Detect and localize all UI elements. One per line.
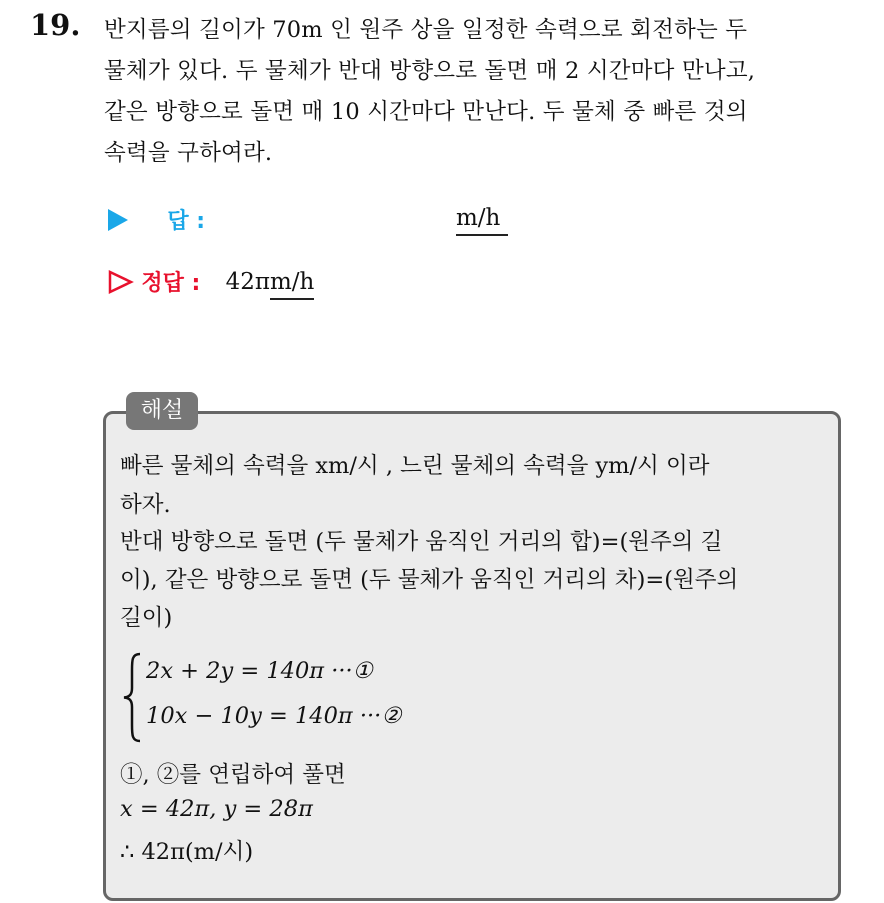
problem-line: 물체가 있다. 두 물체가 반대 방향으로 돌면 매 2 시간마다 만나고, <box>104 58 756 84</box>
solution-tab: 해설 <box>126 392 198 430</box>
solution-result: x = 42π, y = 28π <box>120 796 313 822</box>
correct-answer-label: 정답 : <box>141 271 201 296</box>
correct-unit: m/h <box>270 269 314 300</box>
solution-line: 길이) <box>120 605 173 631</box>
problem-number: 19. <box>30 8 81 42</box>
correct-answer-row <box>108 266 314 297</box>
problem-line: 속력을 구하여라. <box>104 140 273 166</box>
play-triangle-icon <box>108 209 128 231</box>
solution-conclusion: ∴ 42π(m/시) <box>120 839 254 865</box>
equation-2: 10x − 10y = 140π ···② <box>146 703 402 729</box>
solution-line: 반대 방향으로 돌면 (두 물체가 움직인 거리의 합)=(원주의 길 <box>120 529 723 555</box>
problem-line: 같은 방향으로 돌면 매 10 시간마다 만난다. 두 물체 중 빠른 것의 <box>104 99 748 125</box>
solution-line: 빠른 물체의 속력을 xm/시 , 느린 물체의 속력을 ym/시 이라 <box>120 453 710 479</box>
correct-value: 42π <box>225 268 270 295</box>
solution-line: 하자. <box>120 492 171 518</box>
answer-row <box>108 204 205 235</box>
solution-line: ①, ②를 연립하여 풀면 <box>120 762 346 788</box>
solution-line: 이), 같은 방향으로 돌면 (두 물체가 움직인 거리의 차)=(원주의 <box>120 567 739 593</box>
answer-unit-blank[interactable]: m/h <box>456 205 508 236</box>
answer-label: 답 : <box>167 209 206 234</box>
problem-text <box>104 10 864 174</box>
solution-box <box>103 411 841 901</box>
equation-1: 2x + 2y = 140π ···① <box>146 658 373 684</box>
problem-line: 반지름의 길이가 70m 인 원주 상을 일정한 속력으로 회전하는 두 <box>104 17 748 43</box>
outline-triangle-icon <box>108 270 134 294</box>
correct-answer-value <box>226 269 315 295</box>
